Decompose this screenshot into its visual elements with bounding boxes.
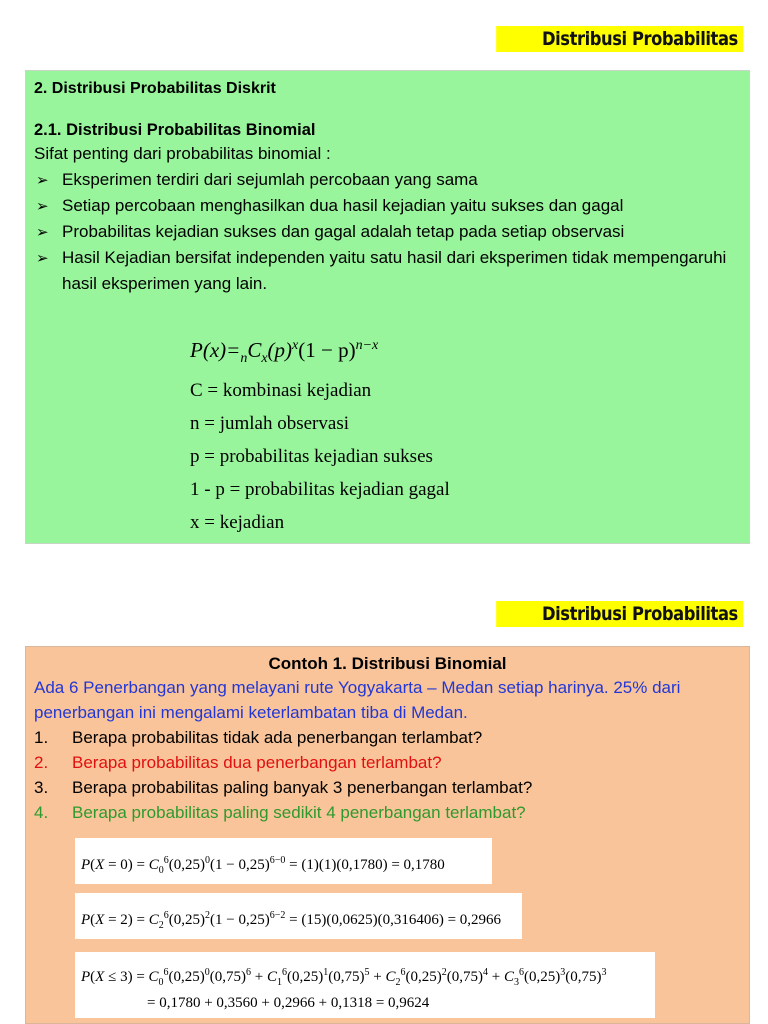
- list-item: 2. Berapa probabilitas dua penerbangan terlambat?: [34, 753, 442, 772]
- binomial-formula: $P(x)=_nC_x(p)^x(1 - p)^{n-x}$: [190, 338, 379, 367]
- definition-line: p = probabilitas kejadian sukses: [190, 446, 433, 468]
- section-heading: 2. Distribusi Probabilitas Diskrit: [34, 80, 276, 97]
- list-item: ➢ Eksperimen terdiri dari sejumlah percobaan yang sama: [34, 167, 741, 193]
- content-panel-binomial: [25, 70, 750, 544]
- formula-definitions: [190, 374, 450, 539]
- list-item: 3. Berapa probabilitas paling banyak 3 penerbangan terlambat?: [34, 778, 533, 797]
- list-item: 1. Berapa probabilitas tidak ada penerbangan terlambat?: [34, 728, 483, 747]
- binomial-formula-block: [190, 331, 450, 539]
- slide-title: Distribusi Probabilitas: [496, 601, 743, 627]
- calculation-p-x-le-3: $P(X \le 3) = C_0^6(0,25)^0(0,75)^6 + C_1^6(0,25)^1(0,75)^5 + C_2^6(0,25)^2(0,75)^4 + C_3^6(0,25)^3(0,75)^3$ = 0,1780 + 0,3560 + 0,2966 + 0,1318 = 0,9624: [75, 952, 655, 1018]
- calculation-p-x-0: $P(X = 0) = C_0^6(0,25)^0(1 - 0,25)^{6-0} = (1)(1)(0,1780) = 0,1780$: [75, 838, 492, 884]
- calculation-p-x-2: $P(X = 2) = C_2^6(0,25)^2(1 - 0,25)^{6-2} = (15)(0,0625)(0,316406) = 0,2966$: [75, 893, 522, 939]
- definition-line: C = kombinasi kejadian: [190, 380, 372, 402]
- definition-line: 1 - p = probabilitas kejadian gagal: [190, 479, 450, 501]
- intro-text: Sifat penting dari probabilitas binomial :: [34, 144, 331, 163]
- list-item: ➢ Probabilitas kejadian sukses dan gagal adalah tetap pada setiap observasi: [34, 219, 741, 245]
- slide-title: Distribusi Probabilitas: [496, 26, 743, 52]
- example-intro: Ada 6 Penerbangan yang melayani rute Yogyakarta – Medan setiap harinya. 25% dari penerbangan ini mengalami keterlambatan tiba di Medan.: [34, 678, 681, 722]
- definition-line: n = jumlah observasi: [190, 413, 349, 435]
- subsection-heading: 2.1. Distribusi Probabilitas Binomial: [34, 121, 316, 139]
- list-item: 4. Berapa probabilitas paling sedikit 4 penerbangan terlambat?: [34, 803, 526, 822]
- definition-line: x = kejadian: [190, 512, 285, 534]
- example-title: Contoh 1. Distribusi Binomial: [268, 654, 507, 673]
- list-item: ➢ Hasil Kejadian bersifat independen yaitu satu hasil dari eksperimen tidak mempengaruhi hasil eksperimen yang lain.: [34, 245, 741, 297]
- list-item: ➢ Setiap percobaan menghasilkan dua hasil kejadian yaitu sukses dan gagal: [34, 193, 741, 219]
- properties-list: [34, 167, 741, 297]
- question-list: [34, 725, 741, 825]
